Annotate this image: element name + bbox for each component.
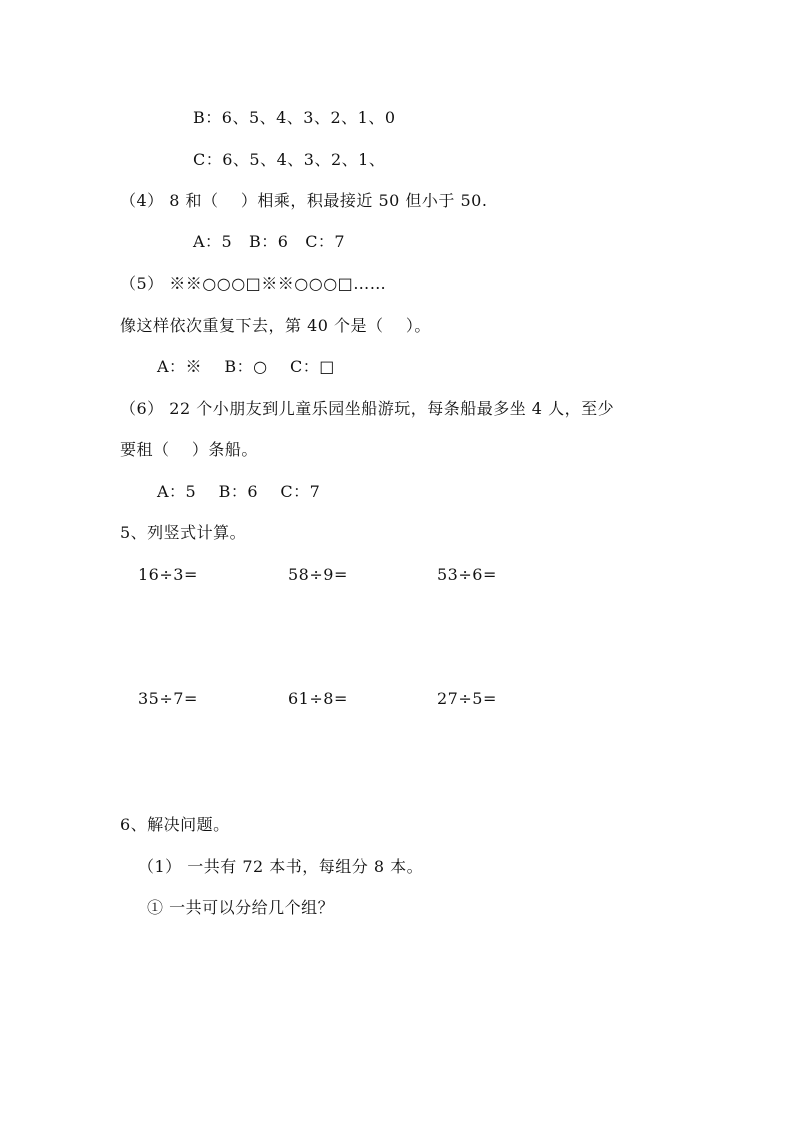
q4-6-options: A：5 B：6 C：7 xyxy=(157,482,321,501)
q4-5-options: A：※ B：○ C：□ xyxy=(157,357,335,376)
q4-6-stem-line1: （6） 22 个小朋友到儿童乐园坐船游玩，每条船最多坐 4 人，至少 xyxy=(120,399,615,418)
q4-5-pattern: （5） ※※○○○□※※○○○□…… xyxy=(120,274,387,293)
calc-53-div-6: 53÷6= xyxy=(437,565,497,584)
q4-3-option-c: C：6、5、4、3、2、1、 xyxy=(193,150,386,169)
problem-1: （1） 一共有 72 本书，每组分 8 本。 xyxy=(138,857,424,876)
q4-4-options: A：5 B：6 C：7 xyxy=(193,232,346,251)
calc-58-div-9: 58÷9= xyxy=(288,565,348,584)
q4-5-stem: 像这样依次重复下去，第 40 个是（ ）。 xyxy=(120,316,431,335)
calc-27-div-5: 27÷5= xyxy=(437,689,497,708)
section6-heading: 6、解决问题。 xyxy=(120,815,230,834)
q4-6-stem-line2: 要租（ ）条船。 xyxy=(120,440,258,459)
problem-1-sub-1: ① 一共可以分给几个组？ xyxy=(147,898,335,917)
calc-16-div-3: 16÷3= xyxy=(138,565,198,584)
calc-35-div-7: 35÷7= xyxy=(138,689,198,708)
q4-4-stem: （4） 8 和（ ）相乘，积最接近 50 但小于 50. xyxy=(120,191,488,210)
calc-61-div-8: 61÷8= xyxy=(288,689,348,708)
q4-3-option-b: B：6、5、4、3、2、1、0 xyxy=(193,108,396,127)
section5-heading: 5、列竖式计算。 xyxy=(120,523,247,542)
